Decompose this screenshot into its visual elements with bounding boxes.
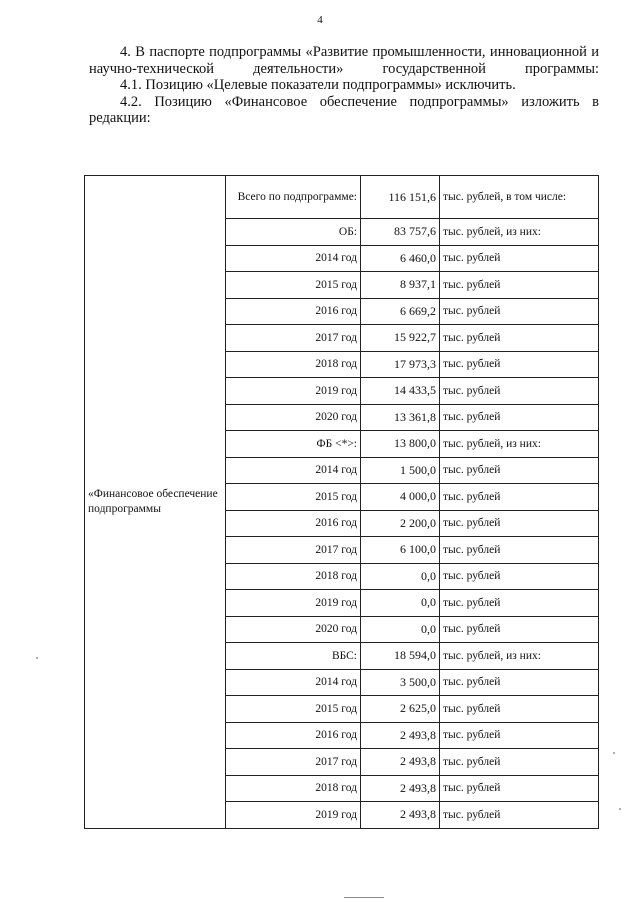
row-unit: тыс. рублей [440, 510, 599, 537]
page-number: 4 [317, 14, 323, 26]
row-unit: тыс. рублей [440, 351, 599, 378]
scan-speck [619, 808, 621, 810]
row-unit: тыс. рублей [440, 802, 599, 829]
row-value: 13 361,8 [361, 404, 440, 431]
row-label: 2018 год [226, 351, 361, 378]
row-label: 2015 год [226, 696, 361, 723]
row-value: 2 625,0 [361, 696, 440, 723]
row-value: 14 433,5 [361, 378, 440, 405]
row-label: 2020 год [226, 616, 361, 643]
row-value: 6 100,0 [361, 537, 440, 564]
row-value: 2 493,8 [361, 722, 440, 749]
row-value: 2 493,8 [361, 749, 440, 776]
row-label: ОБ: [226, 219, 361, 246]
row-value: 2 493,8 [361, 802, 440, 829]
row-label: 2016 год [226, 298, 361, 325]
row-unit: тыс. рублей [440, 272, 599, 299]
row-value: 116 151,6 [361, 176, 440, 219]
row-value: 0,0 [361, 590, 440, 617]
row-value: 17 973,3 [361, 351, 440, 378]
row-label: 2014 год [226, 457, 361, 484]
row-value: 6 669,2 [361, 298, 440, 325]
row-unit: тыс. рублей, из них: [440, 219, 599, 246]
row-unit: тыс. рублей [440, 616, 599, 643]
row-unit: тыс. рублей [440, 325, 599, 352]
paragraph-item-4-1: 4.1. Позицию «Целевые показатели подпрограммы» исключить. [120, 77, 516, 93]
row-unit: тыс. рублей [440, 590, 599, 617]
row-label: 2015 год [226, 272, 361, 299]
row-label: 2018 год [226, 775, 361, 802]
row-unit: тыс. рублей, из них: [440, 431, 599, 458]
row-unit: тыс. рублей [440, 537, 599, 564]
row-label: 2019 год [226, 378, 361, 405]
row-label: Всего по подпрограмме: [226, 176, 361, 219]
scan-speck [613, 752, 615, 754]
row-label: 2014 год [226, 245, 361, 272]
funding-table [84, 175, 599, 829]
row-label: ФБ <*>: [226, 431, 361, 458]
row-label: 2018 год [226, 563, 361, 590]
row-unit: тыс. рублей [440, 457, 599, 484]
row-label: 2016 год [226, 722, 361, 749]
row-unit: тыс. рублей [440, 245, 599, 272]
row-unit: тыс. рублей [440, 722, 599, 749]
row-label: 2019 год [226, 590, 361, 617]
row-value: 18 594,0 [361, 643, 440, 670]
table-row [85, 176, 599, 219]
row-label: 2015 год [226, 484, 361, 511]
row-label: 2017 год [226, 537, 361, 564]
paragraph-item-4: 4. В паспорте подпрограммы «Развитие промышленности, инновационной и научно-технической деятельности» государственной программы: [89, 44, 599, 77]
row-label: 2017 год [226, 325, 361, 352]
row-unit: тыс. рублей [440, 484, 599, 511]
row-label: ВБС: [226, 643, 361, 670]
row-unit: тыс. рублей [440, 696, 599, 723]
row-value: 2 493,8 [361, 775, 440, 802]
row-unit: тыс. рублей, в том числе: [440, 176, 599, 219]
row-value: 83 757,6 [361, 219, 440, 246]
footer-mark [344, 897, 384, 898]
section-label: «Финансовое обеспечение подпрограммы [85, 176, 226, 829]
row-label: 2019 год [226, 802, 361, 829]
row-label: 2017 год [226, 749, 361, 776]
funding-table-body [85, 176, 599, 829]
row-unit: тыс. рублей [440, 404, 599, 431]
document-body [89, 44, 599, 127]
row-value: 1 500,0 [361, 457, 440, 484]
row-value: 4 000,0 [361, 484, 440, 511]
row-value: 0,0 [361, 616, 440, 643]
row-unit: тыс. рублей [440, 749, 599, 776]
row-value: 13 800,0 [361, 431, 440, 458]
row-unit: тыс. рублей, из них: [440, 643, 599, 670]
row-value: 15 922,7 [361, 325, 440, 352]
row-unit: тыс. рублей [440, 378, 599, 405]
scan-speck [36, 657, 38, 659]
paragraph-item-4-2: 4.2. Позицию «Финансовое обеспечение подпрограммы» изложить в редакции: [89, 93, 599, 126]
row-value: 2 200,0 [361, 510, 440, 537]
row-label: 2016 год [226, 510, 361, 537]
row-label: 2014 год [226, 669, 361, 696]
row-value: 8 937,1 [361, 272, 440, 299]
row-value: 0,0 [361, 563, 440, 590]
row-value: 6 460,0 [361, 245, 440, 272]
row-unit: тыс. рублей [440, 669, 599, 696]
row-label: 2020 год [226, 404, 361, 431]
row-unit: тыс. рублей [440, 298, 599, 325]
row-unit: тыс. рублей [440, 563, 599, 590]
row-unit: тыс. рублей [440, 775, 599, 802]
row-value: 3 500,0 [361, 669, 440, 696]
